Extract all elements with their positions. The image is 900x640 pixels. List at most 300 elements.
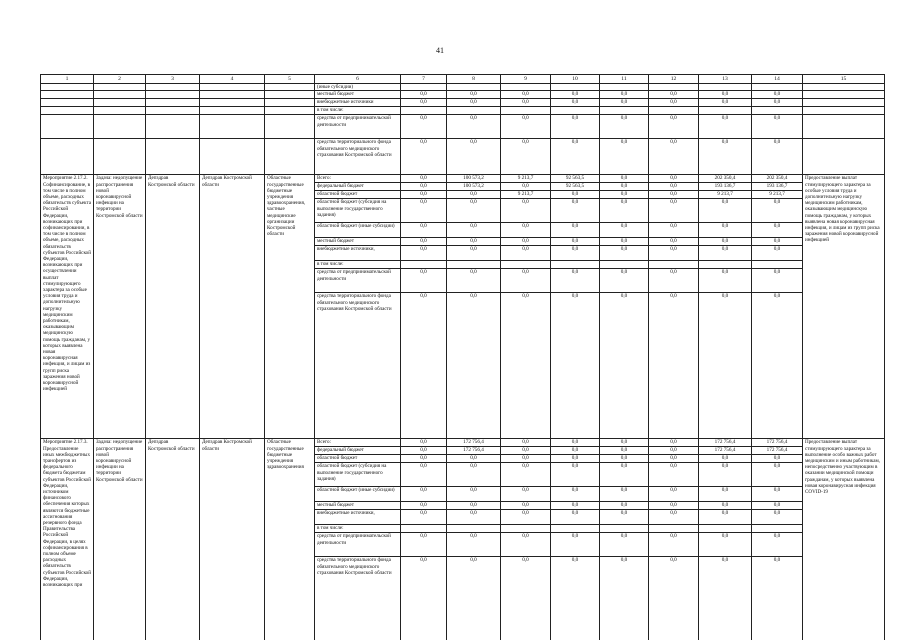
header-cell: 15 bbox=[803, 75, 885, 84]
funding-source-cell: областной бюджет (иные субсидии) bbox=[315, 223, 401, 238]
value-cell: 0,0 bbox=[752, 223, 803, 238]
value-cell bbox=[401, 525, 447, 533]
header-cell: 14 bbox=[752, 75, 803, 84]
page-number: 41 bbox=[436, 46, 444, 55]
participants-cell: Областные государственные бюджетные учреждения здравоохранения, частные медицинские организации Костромской области bbox=[265, 175, 315, 439]
value-cell: 0,0 bbox=[600, 199, 649, 223]
value-cell bbox=[501, 525, 551, 533]
value-cell: 0,0 bbox=[501, 510, 551, 525]
value-cell: 0,0 bbox=[752, 115, 803, 139]
value-cell: 0,0 bbox=[752, 510, 803, 525]
value-cell: 9 213,7 bbox=[501, 175, 551, 183]
value-cell: 0,0 bbox=[401, 183, 447, 191]
value-cell bbox=[752, 525, 803, 533]
value-cell: 0,0 bbox=[699, 533, 752, 557]
value-cell: 0,0 bbox=[501, 199, 551, 223]
empty-cell bbox=[265, 99, 315, 107]
value-cell: 0,0 bbox=[752, 91, 803, 99]
empty-cell bbox=[265, 84, 315, 91]
value-cell: 172 756,4 bbox=[752, 447, 803, 455]
value-cell: 0,0 bbox=[447, 238, 501, 246]
performer-cell: Депздрав Костромской области bbox=[146, 175, 200, 439]
result-cell: Предоставление выплат стимулирующего характера за выполнение особо важных работ медицинским и иным работникам, непосредственно участвующим в оказании медицинской помощи гражданам, у которых выявлена новая коронавирусная инфекция COVID-19 bbox=[803, 439, 885, 640]
value-cell: 9 213,7 bbox=[752, 191, 803, 199]
value-cell: 0,0 bbox=[649, 139, 699, 175]
value-cell: 0,0 bbox=[649, 502, 699, 510]
value-cell: 0,0 bbox=[600, 139, 649, 175]
value-cell: 0,0 bbox=[501, 91, 551, 99]
value-cell bbox=[447, 84, 501, 91]
value-cell: 0,0 bbox=[649, 115, 699, 139]
value-cell bbox=[699, 107, 752, 115]
task-cell: Задача: недопущение распространения новой коронавирусной инфекции на территории Костромской области bbox=[94, 175, 146, 439]
value-cell: 0,0 bbox=[501, 246, 551, 261]
empty-cell bbox=[803, 99, 885, 107]
value-cell: 0,0 bbox=[699, 293, 752, 439]
value-cell: 172 756,4 bbox=[699, 439, 752, 447]
value-cell: 0,0 bbox=[600, 115, 649, 139]
value-cell: 100 573,2 bbox=[447, 183, 501, 191]
value-cell: 0,0 bbox=[600, 293, 649, 439]
empty-cell bbox=[200, 139, 265, 175]
value-cell: 0,0 bbox=[600, 557, 649, 640]
value-cell bbox=[649, 107, 699, 115]
empty-cell bbox=[803, 107, 885, 115]
value-cell: 0,0 bbox=[699, 455, 752, 463]
value-cell bbox=[699, 84, 752, 91]
funding-source-cell: в том числе: bbox=[315, 261, 401, 269]
value-cell bbox=[501, 261, 551, 269]
value-cell: 0,0 bbox=[551, 115, 600, 139]
value-cell: 0,0 bbox=[699, 502, 752, 510]
value-cell: 0,0 bbox=[401, 223, 447, 238]
value-cell: 0,0 bbox=[699, 557, 752, 640]
value-cell: 0,0 bbox=[401, 99, 447, 107]
value-cell: 0,0 bbox=[401, 502, 447, 510]
funding-source-cell: средства от предпринимательской деятельности bbox=[315, 533, 401, 557]
empty-cell bbox=[803, 139, 885, 175]
empty-cell bbox=[146, 91, 200, 99]
funding-source-cell: внебюджетные источники bbox=[315, 99, 401, 107]
value-cell: 0,0 bbox=[551, 487, 600, 502]
value-cell: 0,0 bbox=[447, 115, 501, 139]
value-cell bbox=[501, 84, 551, 91]
funding-source-cell: Всего: bbox=[315, 439, 401, 447]
value-cell: 0,0 bbox=[649, 455, 699, 463]
empty-cell bbox=[146, 139, 200, 175]
value-cell: 0,0 bbox=[600, 447, 649, 455]
empty-cell bbox=[94, 84, 146, 91]
header-cell: 4 bbox=[200, 75, 265, 84]
value-cell: 0,0 bbox=[551, 463, 600, 487]
empty-cell bbox=[41, 91, 94, 99]
value-cell: 0,0 bbox=[447, 510, 501, 525]
value-cell: 0,0 bbox=[401, 191, 447, 199]
value-cell: 0,0 bbox=[501, 502, 551, 510]
header-cell: 6 bbox=[315, 75, 401, 84]
table-row bbox=[41, 107, 885, 115]
empty-cell bbox=[94, 139, 146, 175]
header-cell: 3 bbox=[146, 75, 200, 84]
header-cell: 2 bbox=[94, 75, 146, 84]
value-cell bbox=[401, 261, 447, 269]
value-cell: 0,0 bbox=[649, 533, 699, 557]
empty-cell bbox=[146, 99, 200, 107]
value-cell: 0,0 bbox=[551, 293, 600, 439]
value-cell: 0,0 bbox=[501, 533, 551, 557]
value-cell: 0,0 bbox=[401, 91, 447, 99]
value-cell: 0,0 bbox=[401, 199, 447, 223]
value-cell: 0,0 bbox=[600, 533, 649, 557]
value-cell: 0,0 bbox=[699, 246, 752, 261]
table-row bbox=[41, 175, 885, 183]
value-cell: 0,0 bbox=[551, 533, 600, 557]
value-cell bbox=[649, 84, 699, 91]
value-cell: 0,0 bbox=[649, 246, 699, 261]
funding-source-cell: федеральный бюджет bbox=[315, 183, 401, 191]
empty-cell bbox=[265, 139, 315, 175]
value-cell: 0,0 bbox=[649, 238, 699, 246]
funding-source-cell: в том числе: bbox=[315, 107, 401, 115]
value-cell bbox=[551, 525, 600, 533]
empty-cell bbox=[41, 139, 94, 175]
value-cell: 0,0 bbox=[752, 246, 803, 261]
empty-cell bbox=[41, 84, 94, 91]
value-cell: 92 563,5 bbox=[551, 175, 600, 183]
value-cell: 9 213,7 bbox=[699, 191, 752, 199]
funding-source-cell: средства территориального фонда обязательного медицинского страхования Костромской области bbox=[315, 293, 401, 439]
header-cell: 10 bbox=[551, 75, 600, 84]
header-cell: 13 bbox=[699, 75, 752, 84]
value-cell: 0,0 bbox=[649, 91, 699, 99]
table-row bbox=[41, 91, 885, 99]
value-cell: 0,0 bbox=[600, 183, 649, 191]
empty-cell bbox=[200, 84, 265, 91]
value-cell: 172 756,4 bbox=[699, 447, 752, 455]
value-cell: 0,0 bbox=[752, 455, 803, 463]
value-cell: 0,0 bbox=[600, 439, 649, 447]
funding-source-cell: в том числе: bbox=[315, 525, 401, 533]
value-cell: 0,0 bbox=[501, 269, 551, 293]
value-cell: 0,0 bbox=[699, 139, 752, 175]
value-cell: 0,0 bbox=[551, 447, 600, 455]
value-cell: 0,0 bbox=[649, 223, 699, 238]
value-cell bbox=[551, 84, 600, 91]
value-cell: 0,0 bbox=[699, 269, 752, 293]
funding-source-cell: внебюджетные источники, bbox=[315, 246, 401, 261]
header-cell: 5 bbox=[265, 75, 315, 84]
value-cell: 0,0 bbox=[600, 487, 649, 502]
funding-source-cell: областной бюджет (субсидия на выполнение государственного задания) bbox=[315, 199, 401, 223]
value-cell: 0,0 bbox=[501, 439, 551, 447]
table-row bbox=[41, 439, 885, 447]
value-cell: 0,0 bbox=[600, 191, 649, 199]
empty-cell bbox=[41, 107, 94, 115]
empty-cell bbox=[146, 107, 200, 115]
value-cell: 0,0 bbox=[501, 487, 551, 502]
value-cell: 0,0 bbox=[752, 99, 803, 107]
value-cell: 0,0 bbox=[600, 223, 649, 238]
value-cell: 0,0 bbox=[501, 238, 551, 246]
value-cell: 0,0 bbox=[551, 246, 600, 261]
value-cell bbox=[600, 84, 649, 91]
value-cell: 0,0 bbox=[401, 487, 447, 502]
empty-cell bbox=[803, 91, 885, 99]
empty-cell bbox=[265, 107, 315, 115]
value-cell: 0,0 bbox=[649, 293, 699, 439]
value-cell: 0,0 bbox=[551, 439, 600, 447]
value-cell: 0,0 bbox=[401, 455, 447, 463]
header-cell: 1 bbox=[41, 75, 94, 84]
value-cell bbox=[551, 107, 600, 115]
value-cell bbox=[600, 261, 649, 269]
value-cell: 0,0 bbox=[447, 246, 501, 261]
value-cell: 202 350,4 bbox=[699, 175, 752, 183]
table-row bbox=[41, 115, 885, 139]
empty-cell bbox=[146, 115, 200, 139]
value-cell bbox=[401, 107, 447, 115]
funding-source-cell: областной бюджет bbox=[315, 455, 401, 463]
value-cell bbox=[752, 107, 803, 115]
coexecutor-cell: Депздрав Костромской области bbox=[200, 439, 265, 640]
funding-source-cell: областной бюджет (субсидия на выполнение государственного задания) bbox=[315, 463, 401, 487]
value-cell: 0,0 bbox=[752, 533, 803, 557]
value-cell: 0,0 bbox=[600, 510, 649, 525]
measure-cell: Мероприятие 2.17.2. Софинансирование, в том числе в полном объеме, расходных обязательств субъекта Российской Федерации, возникающих при софинансировании, в том числе в полном объеме, расходных обязательств субъектов Российской Федерации, возникающих при осуществлении выплат стимулирующего характера за особые условия труда и дополнительную нагрузку медицинским работникам, оказывающим медицинскую помощь гражданам, у которых выявлена новая коронавирусная инфекция, и лицам из групп риска заражения новой коронавирусной инфекцией bbox=[41, 175, 94, 439]
value-cell: 0,0 bbox=[501, 115, 551, 139]
value-cell bbox=[551, 261, 600, 269]
value-cell: 0,0 bbox=[401, 557, 447, 640]
empty-cell bbox=[41, 115, 94, 139]
value-cell: 0,0 bbox=[501, 183, 551, 191]
value-cell: 0,0 bbox=[699, 115, 752, 139]
value-cell bbox=[600, 107, 649, 115]
empty-cell bbox=[803, 115, 885, 139]
value-cell: 0,0 bbox=[699, 99, 752, 107]
funding-source-cell: внебюджетные источники, bbox=[315, 510, 401, 525]
value-cell: 0,0 bbox=[649, 199, 699, 223]
header-cell: 12 bbox=[649, 75, 699, 84]
table-row bbox=[41, 84, 885, 91]
task-cell: Задача: недопущение распространения новой коронавирусной инфекции на территории Костромской области bbox=[94, 439, 146, 640]
value-cell: 9 213,7 bbox=[501, 191, 551, 199]
value-cell: 0,0 bbox=[447, 99, 501, 107]
value-cell bbox=[447, 261, 501, 269]
value-cell: 0,0 bbox=[401, 246, 447, 261]
header-cell: 8 bbox=[447, 75, 501, 84]
value-cell: 0,0 bbox=[447, 191, 501, 199]
value-cell: 172 756,4 bbox=[447, 447, 501, 455]
value-cell: 0,0 bbox=[649, 447, 699, 455]
funding-source-cell: средства от предпринимательской деятельности bbox=[315, 115, 401, 139]
funding-source-cell: местный бюджет bbox=[315, 502, 401, 510]
value-cell bbox=[447, 107, 501, 115]
value-cell: 193 136,7 bbox=[752, 183, 803, 191]
value-cell: 0,0 bbox=[401, 447, 447, 455]
value-cell: 0,0 bbox=[501, 557, 551, 640]
value-cell: 0,0 bbox=[752, 557, 803, 640]
value-cell: 0,0 bbox=[447, 533, 501, 557]
table-row bbox=[41, 139, 885, 175]
value-cell: 0,0 bbox=[501, 455, 551, 463]
value-cell: 0,0 bbox=[649, 510, 699, 525]
value-cell bbox=[501, 107, 551, 115]
value-cell: 0,0 bbox=[699, 510, 752, 525]
value-cell: 0,0 bbox=[699, 463, 752, 487]
empty-cell bbox=[265, 115, 315, 139]
value-cell: 0,0 bbox=[752, 199, 803, 223]
value-cell: 0,0 bbox=[649, 183, 699, 191]
coexecutor-cell: Депздрав Костромской области bbox=[200, 175, 265, 439]
funding-source-cell: областной бюджет bbox=[315, 191, 401, 199]
value-cell: 0,0 bbox=[551, 139, 600, 175]
value-cell: 0,0 bbox=[551, 238, 600, 246]
value-cell: 0,0 bbox=[401, 510, 447, 525]
value-cell: 0,0 bbox=[600, 238, 649, 246]
value-cell: 0,0 bbox=[551, 557, 600, 640]
header-cell: 11 bbox=[600, 75, 649, 84]
value-cell: 0,0 bbox=[551, 269, 600, 293]
funding-source-cell: средства территориального фонда обязательного медицинского страхования Костромской области bbox=[315, 557, 401, 640]
value-cell: 0,0 bbox=[447, 269, 501, 293]
value-cell: 0,0 bbox=[699, 487, 752, 502]
funding-source-cell: (иные субсидии) bbox=[315, 84, 401, 91]
value-cell: 0,0 bbox=[752, 502, 803, 510]
value-cell: 172 756,4 bbox=[447, 439, 501, 447]
value-cell: 0,0 bbox=[401, 269, 447, 293]
empty-cell bbox=[200, 107, 265, 115]
header-row bbox=[41, 75, 885, 84]
participants-cell: Областные государственные бюджетные учреждения здравоохранения bbox=[265, 439, 315, 640]
value-cell: 0,0 bbox=[447, 199, 501, 223]
value-cell: 0,0 bbox=[699, 91, 752, 99]
value-cell: 0,0 bbox=[752, 463, 803, 487]
header-cell: 7 bbox=[401, 75, 447, 84]
value-cell: 202 350,4 bbox=[752, 175, 803, 183]
funding-source-cell: средства территориального фонда обязательного медицинского страхования Костромской области bbox=[315, 139, 401, 175]
value-cell: 0,0 bbox=[600, 246, 649, 261]
value-cell: 0,0 bbox=[699, 238, 752, 246]
value-cell: 100 573,2 bbox=[447, 175, 501, 183]
value-cell: 0,0 bbox=[649, 175, 699, 183]
value-cell: 0,0 bbox=[501, 99, 551, 107]
empty-cell bbox=[200, 115, 265, 139]
value-cell: 0,0 bbox=[752, 238, 803, 246]
funding-source-cell: федеральный бюджет bbox=[315, 447, 401, 455]
value-cell: 92 563,5 bbox=[551, 183, 600, 191]
value-cell: 0,0 bbox=[447, 293, 501, 439]
value-cell: 0,0 bbox=[600, 463, 649, 487]
value-cell: 0,0 bbox=[551, 510, 600, 525]
value-cell: 0,0 bbox=[447, 223, 501, 238]
program-table bbox=[40, 74, 885, 640]
value-cell: 0,0 bbox=[600, 175, 649, 183]
value-cell: 0,0 bbox=[501, 293, 551, 439]
value-cell: 0,0 bbox=[649, 99, 699, 107]
empty-cell bbox=[41, 99, 94, 107]
value-cell bbox=[752, 84, 803, 91]
value-cell: 0,0 bbox=[501, 139, 551, 175]
value-cell: 0,0 bbox=[600, 91, 649, 99]
value-cell: 0,0 bbox=[401, 175, 447, 183]
value-cell bbox=[447, 525, 501, 533]
header-cell: 9 bbox=[501, 75, 551, 84]
value-cell bbox=[401, 84, 447, 91]
funding-source-cell: местный бюджет bbox=[315, 238, 401, 246]
value-cell: 0,0 bbox=[752, 139, 803, 175]
value-cell: 0,0 bbox=[401, 115, 447, 139]
value-cell: 0,0 bbox=[501, 463, 551, 487]
value-cell bbox=[699, 261, 752, 269]
value-cell: 0,0 bbox=[401, 238, 447, 246]
value-cell: 0,0 bbox=[699, 223, 752, 238]
table-row bbox=[41, 99, 885, 107]
value-cell: 172 756,4 bbox=[752, 439, 803, 447]
measure-cell: Мероприятие 2.17.3. Предоставление иных межбюджетных трансфертов из федерального бюджета бюджетам субъектов Российской Федерации, источником финансового обеспечения которых являются бюджетные ассигнования резервного фонда Правительства Российской Федерации, в целях софинансирования в полном объеме расходных обязательств субъектов Российской Федерации, возникающих при bbox=[41, 439, 94, 640]
value-cell: 0,0 bbox=[401, 293, 447, 439]
value-cell: 0,0 bbox=[649, 463, 699, 487]
value-cell: 0,0 bbox=[699, 199, 752, 223]
value-cell: 0,0 bbox=[649, 487, 699, 502]
value-cell: 0,0 bbox=[401, 463, 447, 487]
value-cell: 0,0 bbox=[600, 502, 649, 510]
value-cell: 0,0 bbox=[551, 191, 600, 199]
value-cell: 0,0 bbox=[752, 293, 803, 439]
value-cell: 0,0 bbox=[447, 139, 501, 175]
value-cell: 0,0 bbox=[551, 199, 600, 223]
funding-source-cell: Всего: bbox=[315, 175, 401, 183]
empty-cell bbox=[803, 84, 885, 91]
value-cell: 0,0 bbox=[649, 439, 699, 447]
value-cell: 0,0 bbox=[649, 191, 699, 199]
empty-cell bbox=[94, 99, 146, 107]
value-cell bbox=[649, 261, 699, 269]
empty-cell bbox=[94, 91, 146, 99]
value-cell bbox=[752, 261, 803, 269]
value-cell: 0,0 bbox=[752, 269, 803, 293]
value-cell: 0,0 bbox=[551, 99, 600, 107]
value-cell: 0,0 bbox=[649, 557, 699, 640]
value-cell bbox=[649, 525, 699, 533]
value-cell: 0,0 bbox=[447, 557, 501, 640]
value-cell: 0,0 bbox=[447, 455, 501, 463]
empty-cell bbox=[200, 99, 265, 107]
value-cell: 0,0 bbox=[551, 502, 600, 510]
value-cell: 0,0 bbox=[447, 487, 501, 502]
value-cell: 0,0 bbox=[447, 502, 501, 510]
performer-cell: Депздрав Костромской области bbox=[146, 439, 200, 640]
value-cell: 0,0 bbox=[752, 487, 803, 502]
empty-cell bbox=[94, 107, 146, 115]
value-cell: 0,0 bbox=[447, 463, 501, 487]
value-cell bbox=[600, 525, 649, 533]
empty-cell bbox=[94, 115, 146, 139]
empty-cell bbox=[200, 91, 265, 99]
value-cell: 0,0 bbox=[600, 455, 649, 463]
empty-cell bbox=[265, 91, 315, 99]
result-cell: Предоставление выплат стимулирующего характера за особые условия труда и дополнительную нагрузку медицинским работникам, оказывающим медицинскую помощь гражданам, у которых выявлена новая коронавирусная инфекция, и лицам из групп риска заражения новой коронавирусной инфекцией bbox=[803, 175, 885, 439]
funding-source-cell: средства от предпринимательской деятельности bbox=[315, 269, 401, 293]
value-cell: 0,0 bbox=[401, 139, 447, 175]
value-cell: 0,0 bbox=[401, 533, 447, 557]
empty-cell bbox=[146, 84, 200, 91]
value-cell: 193 136,7 bbox=[699, 183, 752, 191]
funding-source-cell: местный бюджет bbox=[315, 91, 401, 99]
value-cell bbox=[699, 525, 752, 533]
value-cell: 0,0 bbox=[551, 455, 600, 463]
value-cell: 0,0 bbox=[501, 447, 551, 455]
value-cell: 0,0 bbox=[649, 269, 699, 293]
